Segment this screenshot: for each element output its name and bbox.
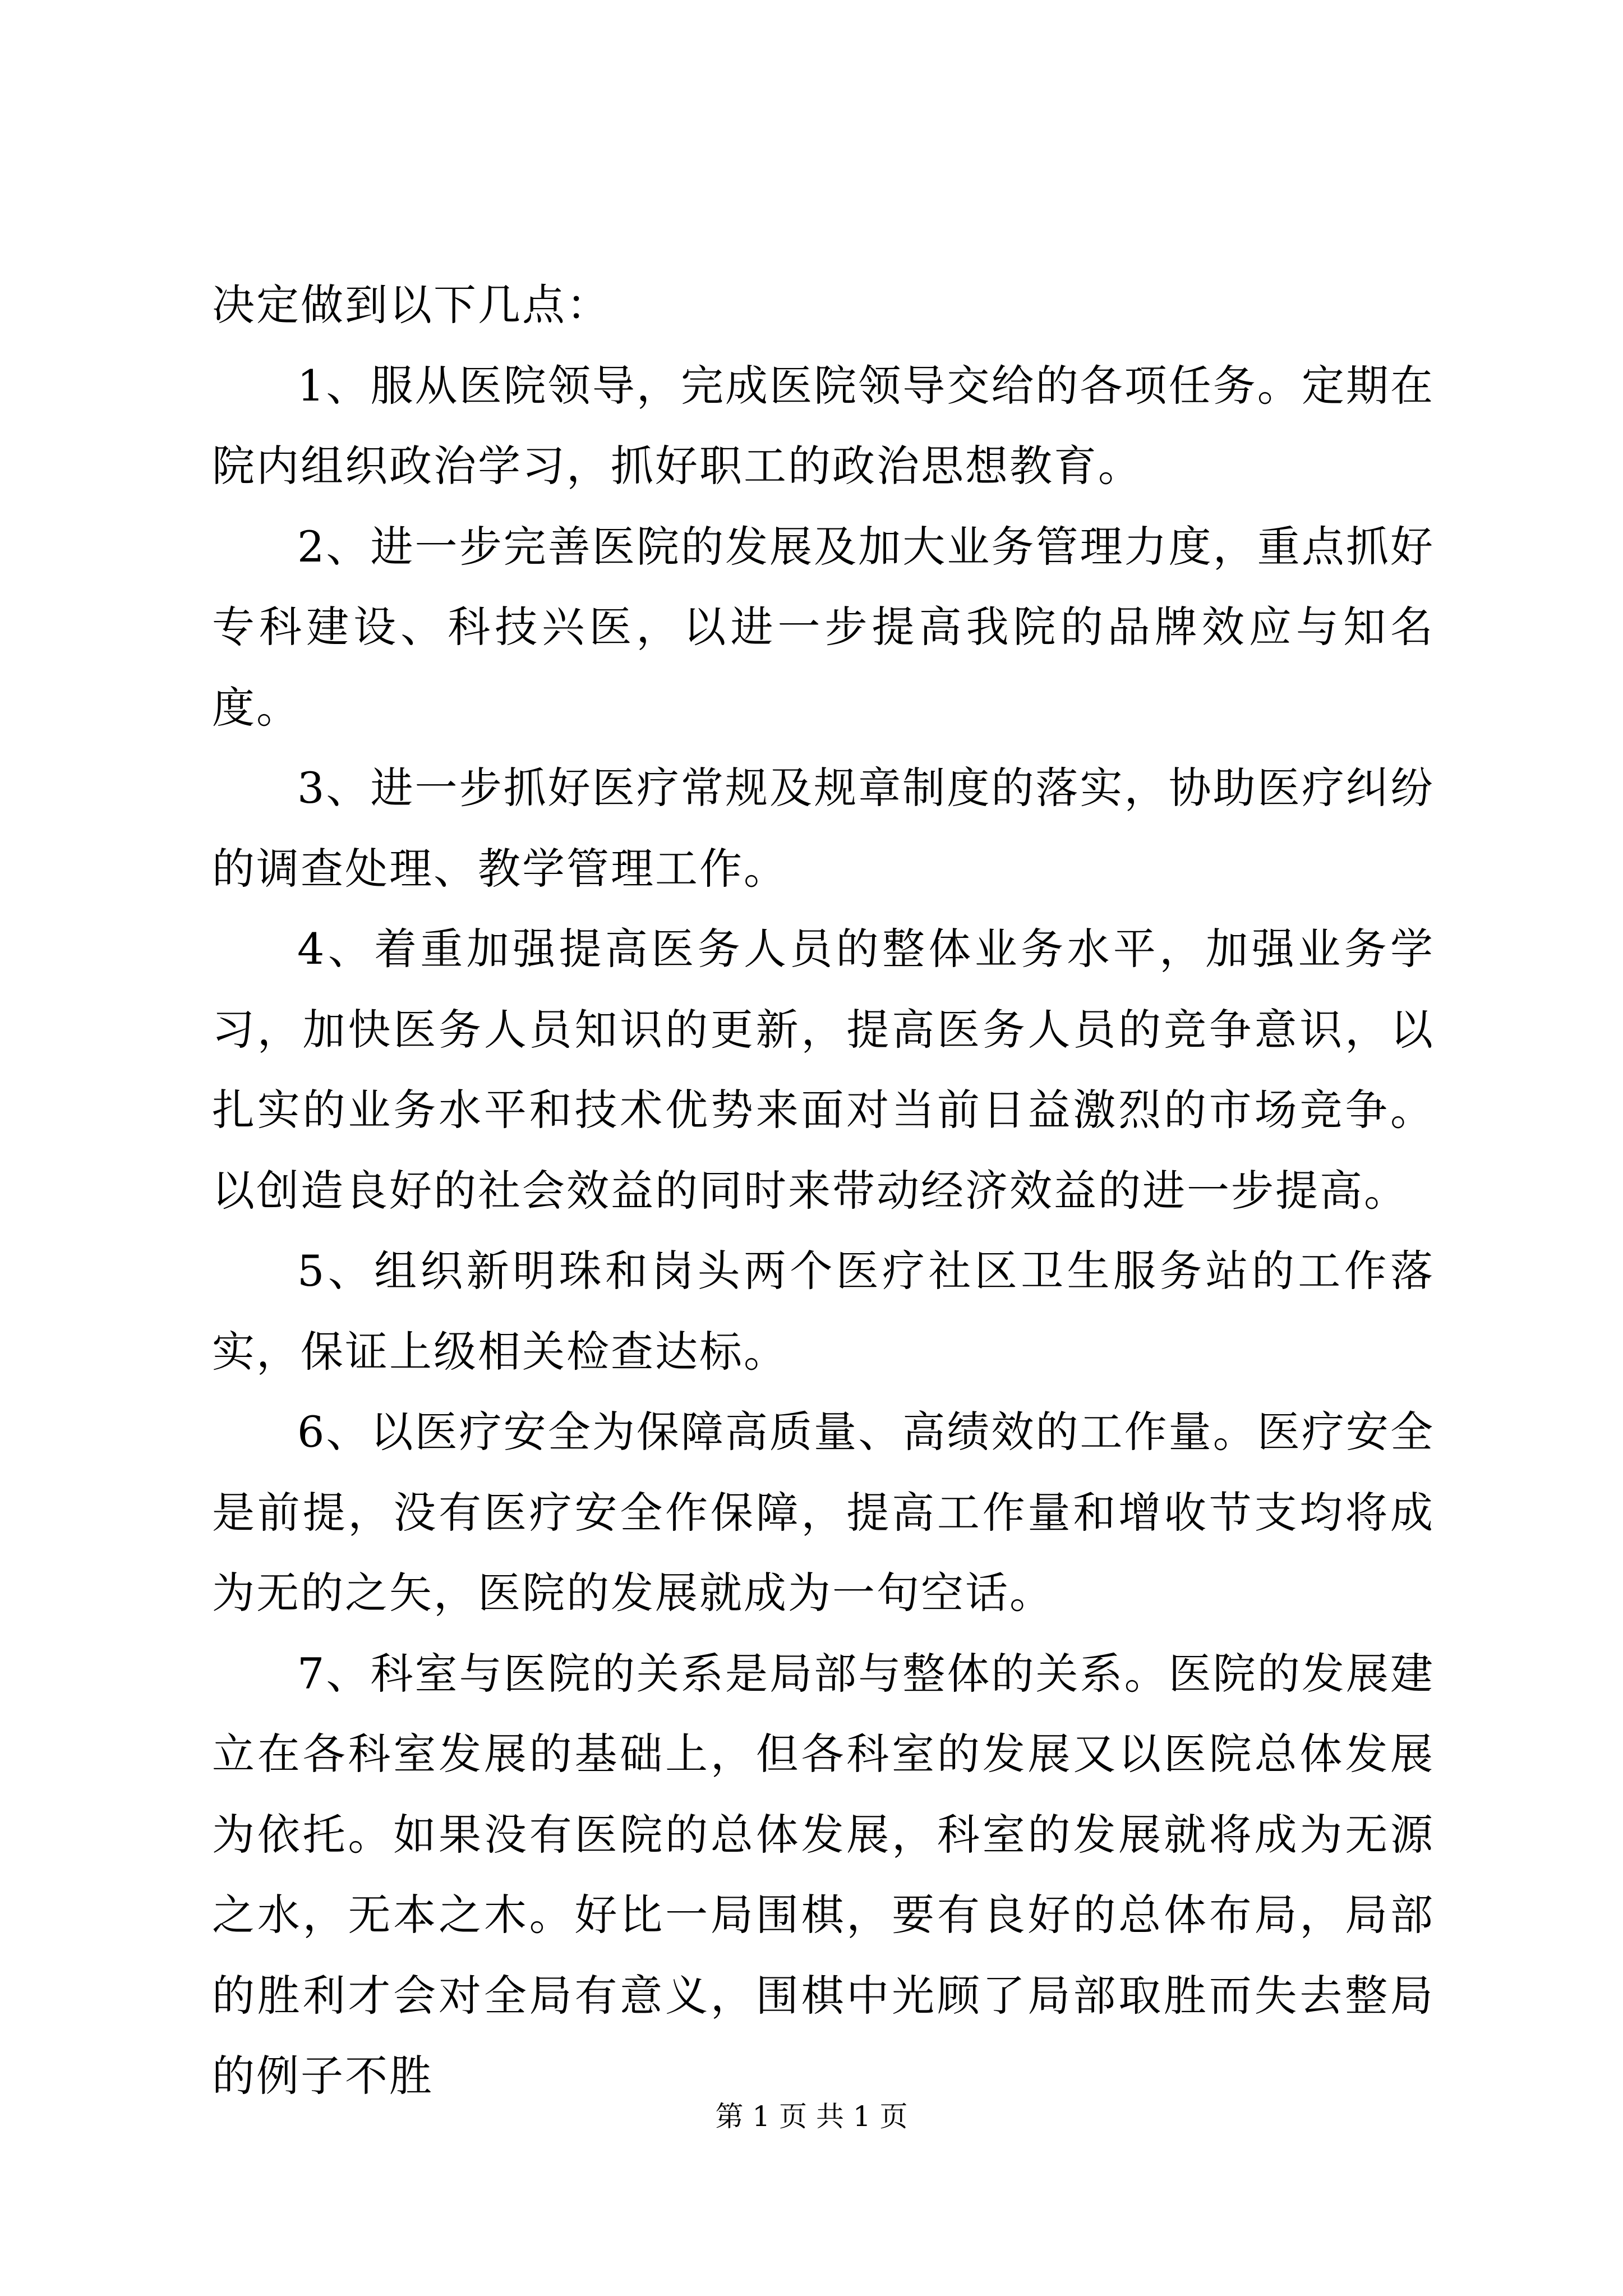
paragraph-item-1: 1、服从医院领导，完成医院领导交给的各项任务。定期在院内组织政治学习，抓好职工的政治思想教育。: [212, 360, 1435, 491]
intro-paragraph: 决定做到以下几点：: [212, 280, 611, 330]
paragraph-item-6: 6、以医疗安全为保障高质量、高绩效的工作量。医疗安全是前提，没有医疗安全作保障，提高工作量和增收节支均将成为无的之矢，医院的发展就成为一句空话。: [212, 1407, 1435, 1618]
paragraph-item-7: 7、科室与医院的关系是局部与整体的关系。医院的发展建立在各科室发展的基础上，但各科室的发展又以医院总体发展为依托。如果没有医院的总体发展，科室的发展就将成为无源之水，无本之木。好比一局围棋，要有良好的总体布局，局部的胜利才会对全局有意义，围棋中光顾了局部取胜而失去整局的例子不胜: [212, 1648, 1435, 2101]
paragraph-item-3: 3、进一步抓好医疗常规及规章制度的落实，协助医疗纠纷的调查处理、教学管理工作。: [212, 763, 1435, 894]
paragraph-item-2: 2、进一步完善医院的发展及加大业务管理力度，重点抓好专科建设、科技兴医，以进一步提高我院的品牌效应与知名度。: [212, 521, 1435, 733]
document-body: [212, 265, 1435, 2116]
paragraph-item-4: 4、着重加强提高医务人员的整体业务水平，加强业务学习，加快医务人员知识的更新，提高医务人员的竞争意识，以扎实的业务水平和技术优势来面对当前日益激烈的市场竞争。以创造良好的社会效益的同时来带动经济效益的进一步提高。: [212, 924, 1435, 1216]
page-number-footer: 第 1 页 共 1 页: [715, 2100, 908, 2133]
paragraph-item-5: 5、组织新明珠和岗头两个医疗社区卫生服务站的工作落实，保证上级相关检查达标。: [212, 1246, 1435, 1377]
